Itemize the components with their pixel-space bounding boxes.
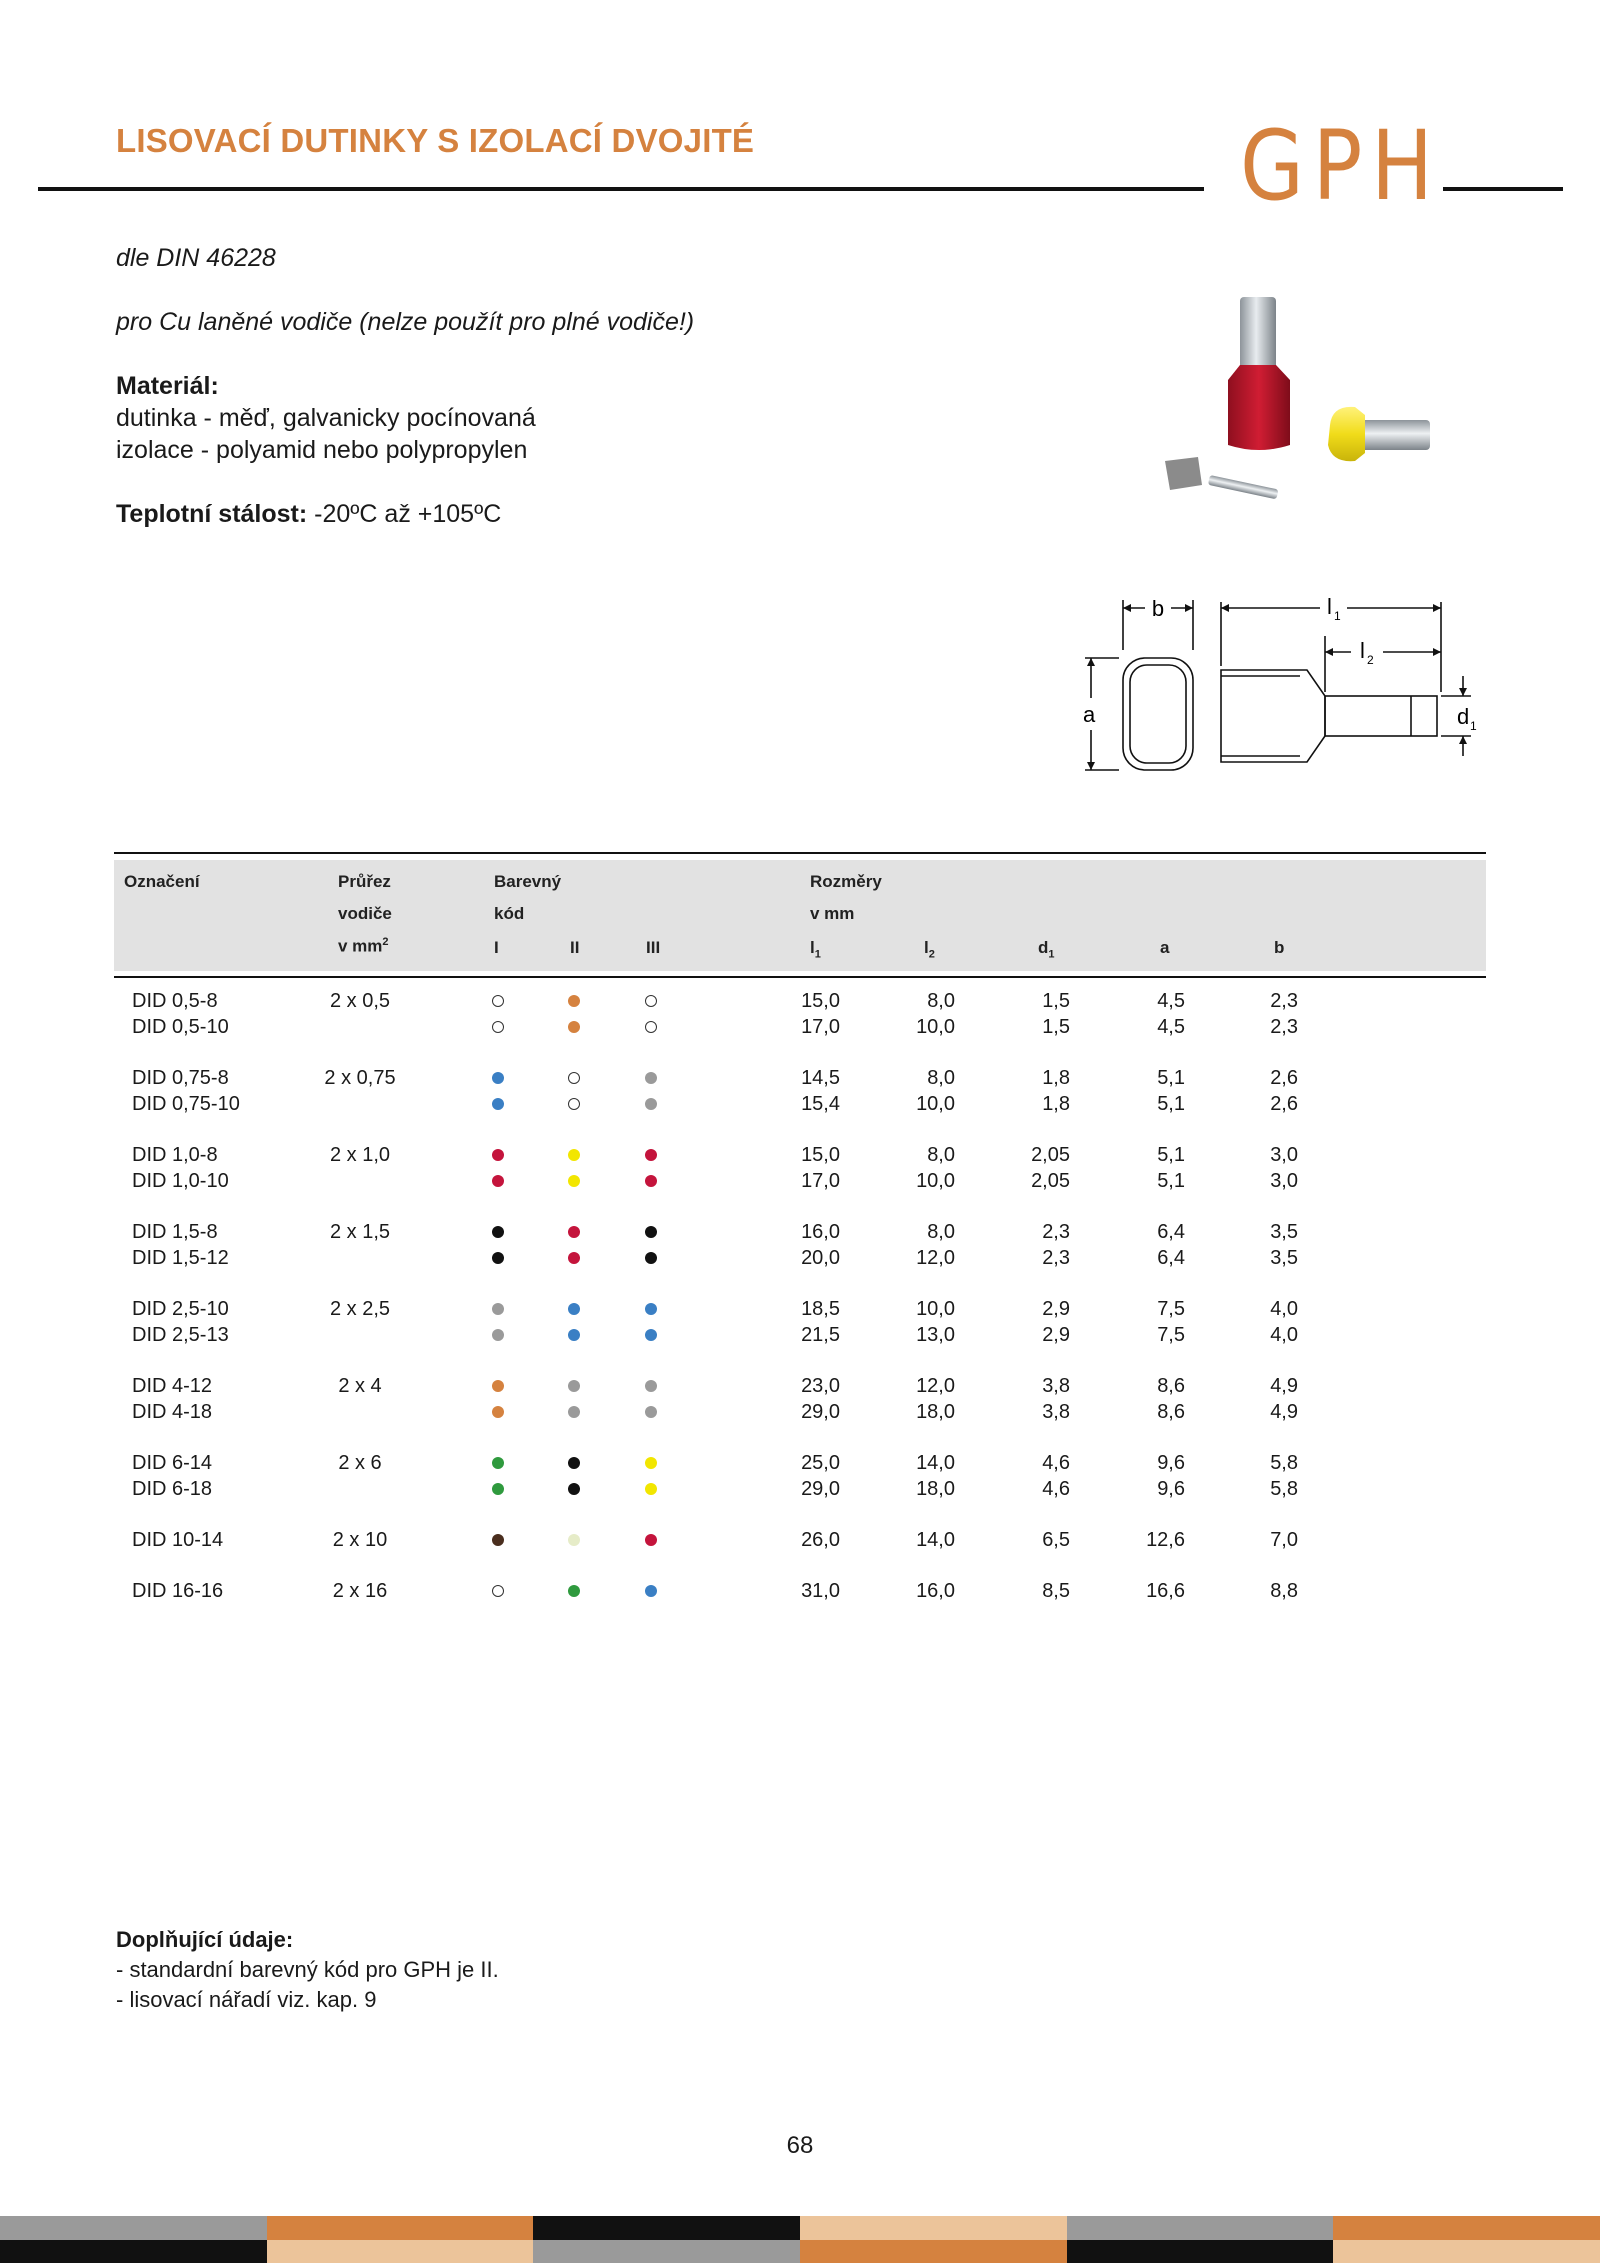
a-cell: 5,1 [1157, 1170, 1185, 1192]
a-cell: 5,1 [1157, 1144, 1185, 1166]
color-dot-orange [492, 1380, 504, 1392]
d1-cell: 1,8 [1042, 1067, 1070, 1089]
b-cell: 3,5 [1270, 1221, 1298, 1243]
material-line-1: dutinka - měď, galvanicky pocínovaná [116, 404, 536, 432]
section-cell: 2 x 0,75 [324, 1067, 396, 1089]
table-row [0, 988, 1600, 1014]
d1-cell: 2,3 [1042, 1247, 1070, 1269]
color-dot-blue [568, 1303, 580, 1315]
color-dot-white [492, 1585, 504, 1597]
color-dot-red [645, 1175, 657, 1187]
color-dot-yellow [645, 1483, 657, 1495]
table-row [0, 1219, 1600, 1245]
footer-bar-bottom [0, 2240, 267, 2263]
color-dot-grey [645, 1098, 657, 1110]
header-designation: Označení [124, 872, 200, 891]
table-row [0, 1065, 1600, 1091]
color-dot-grey [492, 1303, 504, 1315]
label-a: a [1083, 702, 1096, 727]
b-cell: 4,9 [1270, 1401, 1298, 1423]
header-dims-1: Rozměry [810, 872, 882, 891]
header-rule-right [1443, 187, 1563, 191]
a-cell: 4,5 [1157, 990, 1185, 1012]
b-cell: 5,8 [1270, 1452, 1298, 1474]
section-cell: 2 x 6 [338, 1452, 382, 1474]
color-dot-red [645, 1149, 657, 1161]
section-cell: 2 x 10 [332, 1529, 388, 1551]
designation-cell: DID 1,0-8 [132, 1144, 218, 1166]
color-dot-grey [568, 1380, 580, 1392]
d1-cell: 2,05 [1031, 1144, 1070, 1166]
notes-line-1: - standardní barevný kód pro GPH je II. [116, 1957, 499, 1982]
label-l1: l [1327, 594, 1332, 619]
color-dot-white [492, 1021, 504, 1033]
b-cell: 3,0 [1270, 1144, 1298, 1166]
color-dot-green [568, 1585, 580, 1597]
color-dot-yellow [645, 1457, 657, 1469]
d1-cell: 2,3 [1042, 1221, 1070, 1243]
color-dot-black [645, 1252, 657, 1264]
designation-cell: DID 1,0-10 [132, 1170, 229, 1192]
color-dot-black [492, 1226, 504, 1238]
header-color-2: kód [494, 904, 525, 923]
d1-cell: 2,9 [1042, 1324, 1070, 1346]
a-cell: 7,5 [1157, 1298, 1185, 1320]
designation-cell: DID 1,5-8 [132, 1221, 218, 1243]
table-row [0, 1014, 1600, 1040]
l1-cell: 29,0 [801, 1401, 840, 1423]
table-header-rule [114, 976, 1486, 978]
b-cell: 2,6 [1270, 1067, 1298, 1089]
a-cell: 9,6 [1157, 1478, 1185, 1500]
l1-cell: 18,5 [801, 1298, 840, 1320]
table-top-rule [114, 852, 1486, 854]
table-row [0, 1476, 1600, 1502]
l1-cell: 23,0 [801, 1375, 840, 1397]
header-section-2: vodiče [338, 904, 392, 923]
color-dot-red [492, 1175, 504, 1187]
b-cell: 5,8 [1270, 1478, 1298, 1500]
l1-cell: 16,0 [801, 1221, 840, 1243]
color-dot-orange [492, 1406, 504, 1418]
intro-block [116, 242, 694, 530]
l1-cell: 31,0 [801, 1580, 840, 1602]
table-row [0, 1578, 1600, 1604]
d1-cell: 2,05 [1031, 1170, 1070, 1192]
footer-color-bars [0, 2216, 1600, 2263]
l2-cell: 16,0 [916, 1580, 955, 1602]
notes-block [116, 1925, 499, 2015]
a-cell: 5,1 [1157, 1067, 1185, 1089]
designation-cell: DID 10-14 [132, 1529, 224, 1551]
l2-cell: 8,0 [927, 1067, 955, 1089]
d1-cell: 3,8 [1042, 1375, 1070, 1397]
l1-cell: 17,0 [801, 1016, 840, 1038]
header-rule-left [38, 187, 1204, 191]
l1-cell: 17,0 [801, 1170, 840, 1192]
d1-cell: 3,8 [1042, 1401, 1070, 1423]
d1-cell: 4,6 [1042, 1478, 1070, 1500]
grey-ferrule-sleeve [1208, 475, 1279, 499]
header-color-I: I [494, 938, 499, 957]
footer-bar-top [1067, 2216, 1334, 2240]
footer-bar-top [533, 2216, 800, 2240]
b-cell: 8,8 [1270, 1580, 1298, 1602]
page-number: 68 [786, 2132, 814, 2159]
d1-cell: 1,8 [1042, 1093, 1070, 1115]
designation-cell: DID 6-14 [132, 1452, 213, 1474]
header-color-II: II [570, 938, 580, 957]
color-dot-blue [645, 1329, 657, 1341]
designation-cell: DID 2,5-13 [132, 1324, 229, 1346]
color-dot-white [568, 1072, 580, 1084]
notes-label: Doplňující údaje: [116, 1927, 294, 1952]
temperature-label: Teplotní stálost: [116, 500, 308, 528]
l1-cell: 15,0 [801, 990, 840, 1012]
footer-bar-top [0, 2216, 267, 2240]
label-d1-sub: 1 [1470, 719, 1477, 733]
footer-bar-top [1333, 2216, 1600, 2240]
l2-cell: 18,0 [916, 1401, 955, 1423]
b-cell: 4,0 [1270, 1298, 1298, 1320]
a-cell: 12,6 [1146, 1529, 1185, 1551]
color-dot-yellow [568, 1175, 580, 1187]
d1-cell: 6,5 [1042, 1529, 1070, 1551]
color-dot-green [492, 1457, 504, 1469]
material-line-2: izolace - polyamid nebo polypropylen [116, 436, 528, 464]
table-row [0, 1245, 1600, 1271]
header-l1: $l_1$ [810, 938, 821, 961]
a-cell: 16,6 [1146, 1580, 1185, 1602]
table-row [0, 1296, 1600, 1322]
a-cell: 5,1 [1157, 1093, 1185, 1115]
l1-cell: 14,5 [801, 1067, 840, 1089]
l2-cell: 10,0 [916, 1298, 955, 1320]
footer-bar-top [267, 2216, 534, 2240]
d1-cell: 2,9 [1042, 1298, 1070, 1320]
color-dot-white [492, 995, 504, 1007]
a-cell: 9,6 [1157, 1452, 1185, 1474]
side-view-collar [1221, 670, 1325, 762]
a-cell: 6,4 [1157, 1247, 1185, 1269]
b-cell: 3,0 [1270, 1170, 1298, 1192]
section-cell: 2 x 1,0 [329, 1144, 391, 1166]
section-cell: 2 x 1,5 [329, 1221, 391, 1243]
dimension-drawing [1075, 590, 1495, 780]
table-row [0, 1399, 1600, 1425]
yellow-ferrule-sleeve [1360, 420, 1430, 450]
table-row [0, 1168, 1600, 1194]
designation-cell: DID 4-18 [132, 1401, 213, 1423]
l1-cell: 29,0 [801, 1478, 840, 1500]
section-cell: 2 x 16 [332, 1580, 388, 1602]
label-l1-sub: 1 [1334, 609, 1341, 623]
table-row [0, 1527, 1600, 1553]
l1-cell: 26,0 [801, 1529, 840, 1551]
temperature-value: -20ºC až +105ºC [307, 500, 502, 528]
color-dot-white [568, 1098, 580, 1110]
d1-cell: 4,6 [1042, 1452, 1070, 1474]
b-cell: 2,3 [1270, 1016, 1298, 1038]
usage-text: pro Cu laněné vodiče (nelze použít pro plné vodiče!) [116, 308, 695, 336]
temperature-line [116, 498, 694, 530]
d1-cell: 8,5 [1042, 1580, 1070, 1602]
header-section-1: Průřez [338, 872, 391, 891]
color-dot-blue [645, 1585, 657, 1597]
standard-text: dle DIN 46228 [116, 244, 276, 272]
color-dot-grey [492, 1329, 504, 1341]
color-dot-green [492, 1483, 504, 1495]
l2-cell: 8,0 [927, 1221, 955, 1243]
l2-cell: 8,0 [927, 1144, 955, 1166]
header-color-III: III [646, 938, 661, 957]
color-dot-blue [645, 1303, 657, 1315]
color-dot-red [645, 1534, 657, 1546]
a-cell: 8,6 [1157, 1401, 1185, 1423]
l2-cell: 8,0 [927, 990, 955, 1012]
footer-bar-top [800, 2216, 1067, 2240]
header-d1: $d_1$ [1038, 938, 1055, 961]
color-dot-cream [568, 1534, 580, 1546]
table-row [0, 1322, 1600, 1348]
section-cell: 2 x 4 [338, 1375, 382, 1397]
color-dot-black [645, 1226, 657, 1238]
l2-cell: 14,0 [916, 1529, 955, 1551]
side-view-sleeve [1325, 696, 1437, 736]
brand-logo: GPH [1240, 110, 1442, 222]
b-cell: 2,3 [1270, 990, 1298, 1012]
b-cell: 2,6 [1270, 1093, 1298, 1115]
label-d1: d [1457, 704, 1470, 729]
b-cell: 4,0 [1270, 1324, 1298, 1346]
l1-cell: 20,0 [801, 1247, 840, 1269]
color-dot-black [568, 1457, 580, 1469]
header-dims-2: v mm [810, 904, 855, 923]
yellow-ferrule-collar [1328, 407, 1365, 461]
designation-cell: DID 0,5-10 [132, 1016, 229, 1038]
l2-cell: 10,0 [916, 1093, 955, 1115]
designation-cell: DID 0,5-8 [132, 990, 218, 1012]
d1-cell: 1,5 [1042, 990, 1070, 1012]
designation-cell: DID 16-16 [132, 1580, 224, 1602]
page-title: LISOVACÍ DUTINKY S IZOLACÍ DVOJITÉ [116, 122, 755, 159]
designation-cell: DID 0,75-8 [132, 1067, 229, 1089]
table-row [0, 1373, 1600, 1399]
designation-cell: DID 2,5-10 [132, 1298, 229, 1320]
table-row [0, 1091, 1600, 1117]
color-dot-red [492, 1149, 504, 1161]
l1-cell: 15,4 [801, 1093, 840, 1115]
table-row [0, 1142, 1600, 1168]
a-cell: 4,5 [1157, 1016, 1185, 1038]
color-dot-white [645, 1021, 657, 1033]
color-dot-brown [492, 1534, 504, 1546]
table-row [0, 1450, 1600, 1476]
b-cell: 4,9 [1270, 1375, 1298, 1397]
b-cell: 7,0 [1270, 1529, 1298, 1551]
red-ferrule-collar [1228, 365, 1290, 450]
color-dot-grey [645, 1380, 657, 1392]
l1-cell: 25,0 [801, 1452, 840, 1474]
a-cell: 6,4 [1157, 1221, 1185, 1243]
l2-cell: 18,0 [916, 1478, 955, 1500]
header-section-3: v $mm^2$ [338, 936, 389, 956]
color-dot-white [645, 995, 657, 1007]
notes-line-2: - lisovací nářadí viz. kap. 9 [116, 1987, 377, 2012]
designation-cell: DID 6-18 [132, 1478, 213, 1500]
b-cell: 3,5 [1270, 1247, 1298, 1269]
header-b: b [1274, 938, 1285, 957]
color-dot-blue [492, 1072, 504, 1084]
header-color-1: Barevný [494, 872, 562, 891]
l1-cell: 21,5 [801, 1324, 840, 1346]
d1-cell: 1,5 [1042, 1016, 1070, 1038]
color-dot-orange [568, 1021, 580, 1033]
designation-cell: DID 1,5-12 [132, 1247, 229, 1269]
color-dot-orange [568, 995, 580, 1007]
color-dot-red [568, 1226, 580, 1238]
a-cell: 7,5 [1157, 1324, 1185, 1346]
color-dot-grey [568, 1406, 580, 1418]
l2-cell: 12,0 [916, 1375, 955, 1397]
label-l2-sub: 2 [1367, 653, 1374, 667]
l2-cell: 12,0 [916, 1247, 955, 1269]
grey-ferrule-collar [1165, 457, 1202, 490]
label-l2: l [1360, 638, 1365, 663]
label-b: b [1151, 596, 1165, 621]
color-dot-yellow [568, 1149, 580, 1161]
header-a: a [1160, 938, 1170, 957]
color-dot-grey [645, 1406, 657, 1418]
l2-cell: 10,0 [916, 1016, 955, 1038]
footer-bar-bottom [1333, 2240, 1600, 2263]
product-photo [1150, 285, 1490, 505]
footer-bar-bottom [533, 2240, 800, 2263]
color-dot-grey [645, 1072, 657, 1084]
section-cell: 2 x 0,5 [329, 990, 391, 1012]
footer-bar-bottom [1067, 2240, 1334, 2263]
designation-cell: DID 0,75-10 [132, 1093, 240, 1115]
material-label: Materiál: [116, 372, 219, 400]
front-view-outer [1123, 658, 1193, 770]
section-cell: 2 x 2,5 [329, 1298, 391, 1320]
l1-cell: 15,0 [801, 1144, 840, 1166]
footer-bar-bottom [800, 2240, 1067, 2263]
color-dot-red [568, 1252, 580, 1264]
l2-cell: 10,0 [916, 1170, 955, 1192]
color-dot-blue [492, 1098, 504, 1110]
header-l2: $l_2$ [924, 938, 935, 961]
a-cell: 8,6 [1157, 1375, 1185, 1397]
l2-cell: 14,0 [916, 1452, 955, 1474]
front-view-inner [1130, 665, 1186, 763]
color-dot-black [568, 1483, 580, 1495]
footer-bar-bottom [267, 2240, 534, 2263]
color-dot-black [492, 1252, 504, 1264]
designation-cell: DID 4-12 [132, 1375, 213, 1397]
color-dot-blue [568, 1329, 580, 1341]
l2-cell: 13,0 [916, 1324, 955, 1346]
